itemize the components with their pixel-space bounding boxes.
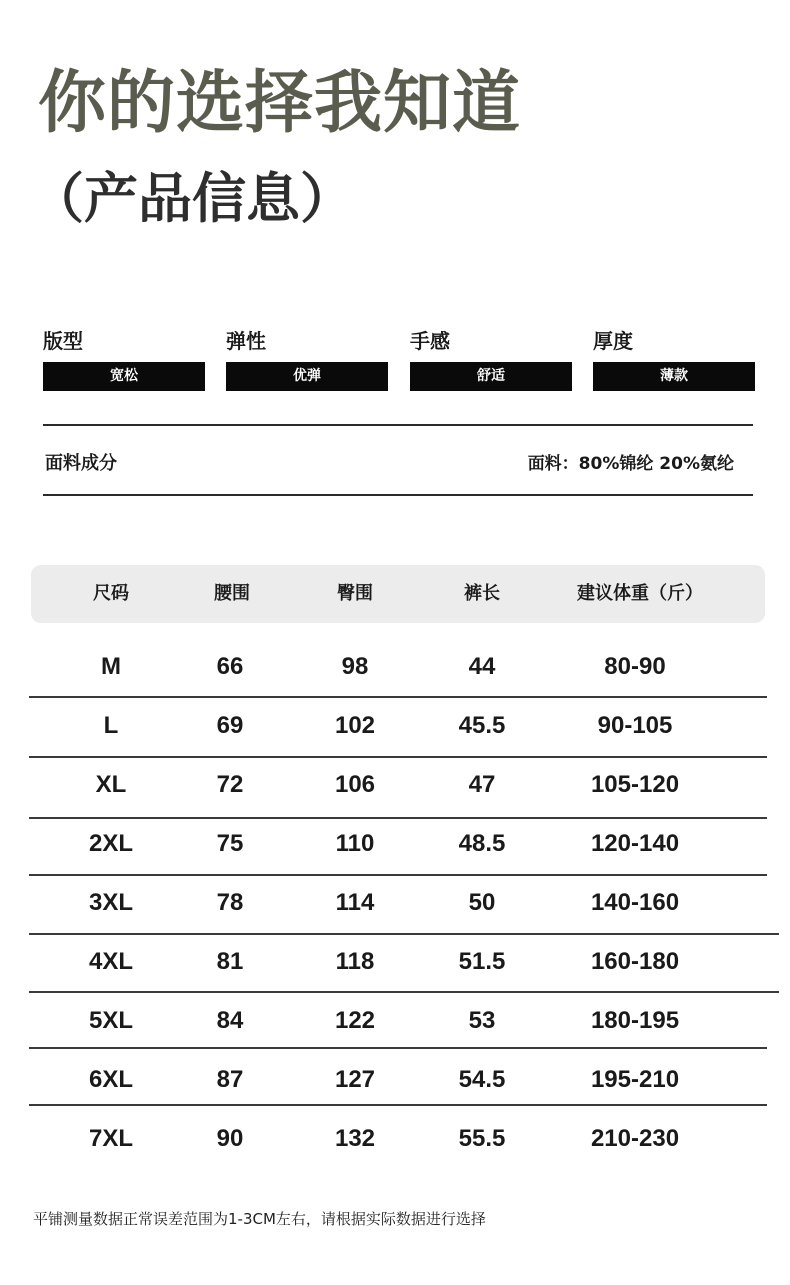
- divider: [43, 494, 753, 496]
- column-header-size: 尺码: [93, 583, 129, 604]
- cell-hip: 118: [335, 948, 375, 975]
- cell-waist: 90: [216, 1125, 244, 1152]
- column-header-waist: 腰围: [214, 583, 250, 604]
- table-row: [0, 991, 790, 1050]
- attribute-label: 手感: [410, 329, 450, 353]
- cell-hip: 102: [334, 712, 376, 739]
- attribute-value-tag: 宽松: [43, 362, 205, 391]
- page-title: 你的选择我知道: [38, 64, 522, 143]
- table-row: [0, 1050, 790, 1109]
- row-divider: [29, 991, 779, 993]
- cell-length: 50: [468, 889, 496, 916]
- cell-weight: 80-90: [604, 653, 666, 680]
- cell-weight: 140-160: [590, 889, 680, 916]
- attribute-label: 版型: [43, 329, 83, 353]
- cell-size: XL: [95, 771, 127, 798]
- cell-hip: 127: [334, 1066, 376, 1093]
- column-header-hip: 臀围: [337, 583, 373, 604]
- attribute-label: 厚度: [593, 329, 633, 353]
- cell-size: 6XL: [88, 1066, 134, 1093]
- cell-size: 4XL: [88, 948, 134, 975]
- cell-length: 55.5: [458, 1125, 506, 1152]
- cell-length: 44: [468, 653, 496, 680]
- table-row: [0, 696, 790, 755]
- attribute-fit: [43, 326, 205, 391]
- attribute-value-tag: 薄款: [593, 362, 755, 391]
- cell-weight: 195-210: [590, 1066, 680, 1093]
- row-divider: [29, 696, 767, 698]
- fabric-value: 面料：80%锦纶 20%氨纶: [527, 454, 734, 474]
- cell-weight: 105-120: [590, 771, 680, 798]
- attribute-value-tag: 舒适: [410, 362, 572, 391]
- cell-waist: 75: [216, 830, 244, 857]
- cell-waist: 84: [216, 1007, 244, 1034]
- cell-hip: 122: [334, 1007, 376, 1034]
- divider: [43, 424, 753, 426]
- cell-length: 48.5: [458, 830, 506, 857]
- attribute-elasticity: [226, 326, 388, 391]
- cell-length: 47: [468, 771, 496, 798]
- cell-weight: 180-195: [590, 1007, 680, 1034]
- attribute-value-tag: 优弹: [226, 362, 388, 391]
- cell-waist: 81: [216, 948, 244, 975]
- row-divider: [29, 756, 767, 758]
- table-row: [0, 932, 790, 991]
- row-divider: [29, 933, 779, 935]
- cell-length: 45.5: [458, 712, 506, 739]
- cell-weight: 90-105: [597, 712, 673, 739]
- cell-waist: 72: [216, 771, 244, 798]
- cell-length: 51.5: [458, 948, 506, 975]
- row-divider: [29, 1104, 767, 1106]
- cell-weight: 120-140: [590, 830, 680, 857]
- table-row: [0, 873, 790, 932]
- column-header-length: 裤长: [464, 583, 500, 604]
- cell-size: 3XL: [88, 889, 134, 916]
- cell-waist: 66: [216, 653, 244, 680]
- cell-waist: 87: [216, 1066, 244, 1093]
- cell-length: 53: [468, 1007, 496, 1034]
- cell-weight: 160-180: [590, 948, 680, 975]
- cell-waist: 78: [216, 889, 244, 916]
- size-table-header: [31, 565, 765, 623]
- measurement-note: 平铺测量数据正常误差范围为1-3CM左右，请根据实际数据进行选择: [33, 1210, 486, 1228]
- table-row: [0, 637, 790, 696]
- cell-hip: 114: [335, 889, 375, 916]
- cell-size: L: [103, 712, 119, 739]
- cell-length: 54.5: [458, 1066, 506, 1093]
- table-row: [0, 814, 790, 873]
- cell-hip: 98: [341, 653, 369, 680]
- attribute-feel: [410, 326, 572, 391]
- table-row: [0, 1109, 790, 1168]
- cell-size: 5XL: [88, 1007, 134, 1034]
- cell-size: M: [101, 653, 121, 680]
- row-divider: [29, 1047, 767, 1049]
- cell-hip: 106: [334, 771, 376, 798]
- row-divider: [29, 817, 767, 819]
- cell-size: 2XL: [88, 830, 134, 857]
- row-divider: [29, 874, 767, 876]
- attribute-label: 弹性: [226, 329, 266, 353]
- cell-size: 7XL: [88, 1125, 134, 1152]
- attribute-thickness: [593, 326, 755, 391]
- table-row: [0, 755, 790, 814]
- cell-waist: 69: [216, 712, 244, 739]
- column-header-weight: 建议体重（斤）: [577, 583, 703, 604]
- fabric-label: 面料成分: [45, 453, 117, 474]
- section-subtitle: （产品信息）: [30, 167, 354, 230]
- cell-hip: 110: [335, 830, 375, 857]
- cell-weight: 210-230: [590, 1125, 680, 1152]
- cell-hip: 132: [334, 1125, 376, 1152]
